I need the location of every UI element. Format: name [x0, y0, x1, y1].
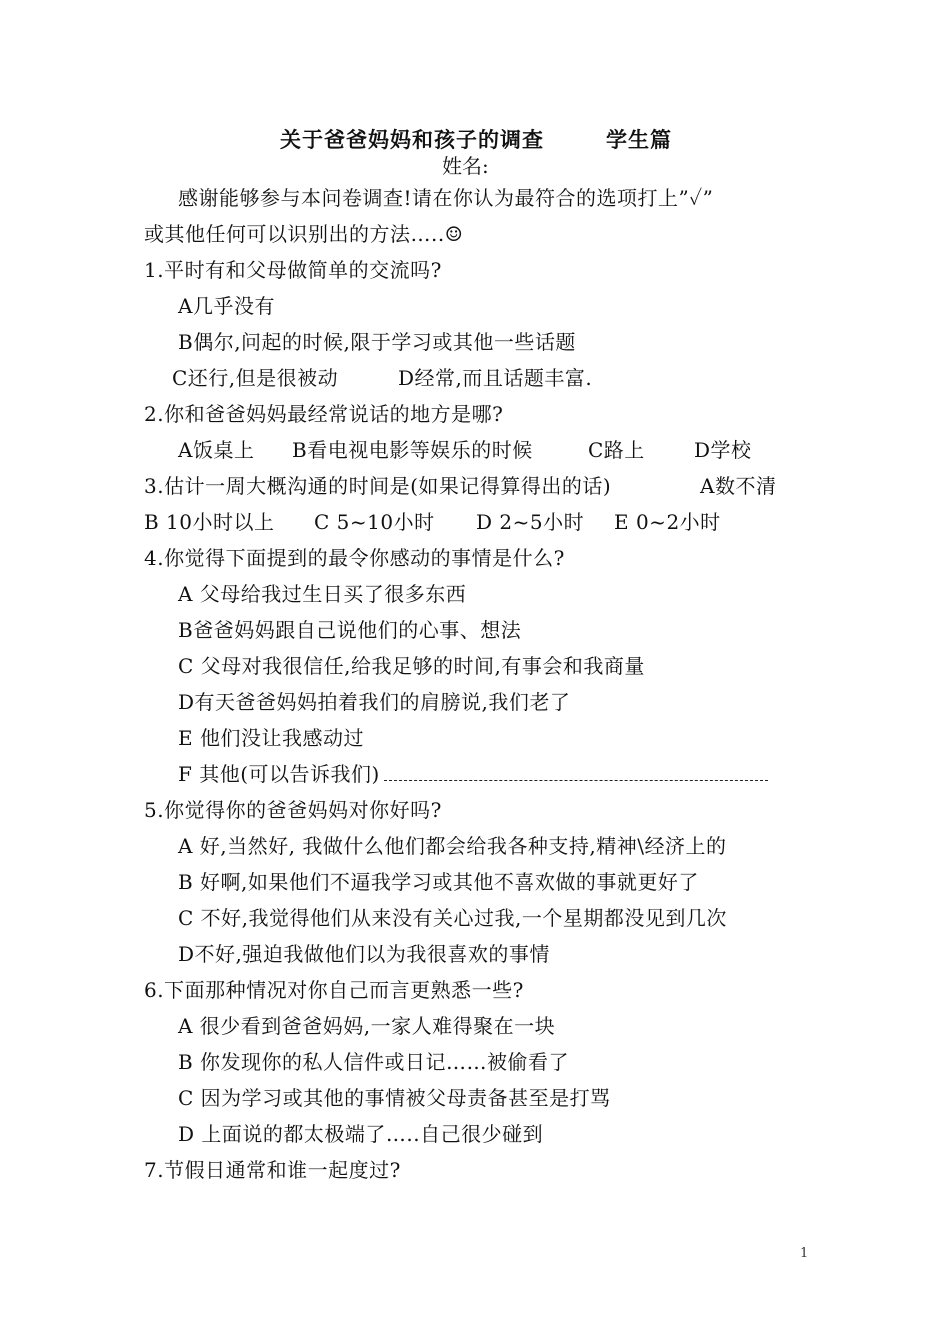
page-number: 1: [800, 1246, 809, 1261]
question-3: 3.估计一周大概沟通的时间是(如果记得算得出的话): [144, 474, 612, 498]
q5-option-a: A 好,当然好, 我做什么他们都会给我各种支持,精神\经济上的: [178, 834, 727, 858]
q3-option-d: D 2~5小时: [476, 510, 585, 534]
q1-option-b: B偶尔,问起的时候,限于学习或其他一些话题: [178, 330, 576, 354]
q6-option-b: B 你发现你的私人信件或日记……被偷看了: [178, 1050, 570, 1074]
q4-option-f-row: [178, 762, 768, 786]
q1-option-d: D经常,而且话题丰富.: [398, 366, 593, 390]
q1-option-a: A几乎没有: [178, 294, 275, 318]
q2-option-a: A饭桌上: [178, 438, 255, 462]
q1-option-c: C还行,但是很被动: [172, 366, 339, 390]
q6-option-a: A 很少看到爸爸妈妈,一家人难得聚在一块: [178, 1014, 556, 1038]
question-1: 1.平时有和父母做简单的交流吗?: [144, 258, 442, 282]
q4-option-d: D有天爸爸妈妈拍着我们的肩膀说,我们老了: [178, 690, 571, 714]
question-5: 5.你觉得你的爸爸妈妈对你好吗?: [144, 798, 442, 822]
q4-option-a: A 父母给我过生日买了很多东西: [178, 582, 467, 606]
q3-option-a: A数不清: [700, 474, 777, 498]
q5-option-c: C 不好,我觉得他们从来没有关心过我,一个星期都没见到几次: [178, 906, 727, 930]
q5-option-d: D不好,强迫我做他们以为我很喜欢的事情: [178, 942, 550, 966]
intro-line-1: 感谢能够参与本问卷调查!请在你认为最符合的选项打上”✓”: [178, 186, 714, 210]
q6-option-d: D 上面说的都太极端了…..自己很少碰到: [178, 1122, 544, 1146]
q4-option-b: B爸爸妈妈跟自己说他们的心事、想法: [178, 618, 522, 642]
q3-option-b: B 10小时以上: [144, 510, 275, 534]
question-2: 2.你和爸爸妈妈最经常说话的地方是哪?: [144, 402, 504, 426]
page-subtitle: 学生篇: [606, 127, 672, 152]
q2-option-d: D学校: [694, 438, 752, 462]
question-4: 4.你觉得下面提到的最令你感动的事情是什么?: [144, 546, 565, 570]
q3-option-c: C 5~10小时: [314, 510, 435, 534]
question-6: 6.下面那种情况对你自己而言更熟悉一些?: [144, 978, 524, 1002]
fill-in-blank[interactable]: [384, 770, 768, 781]
q5-option-b: B 好啊,如果他们不逼我学习或其他不喜欢做的事就更好了: [178, 870, 699, 894]
q2-option-b: B看电视电影等娱乐的时候: [292, 438, 533, 462]
q2-option-c: C路上: [588, 438, 645, 462]
q4-option-c: C 父母对我很信任,给我足够的时间,有事会和我商量: [178, 654, 645, 678]
q3-option-e: E 0~2小时: [614, 510, 721, 534]
q4-option-e: E 他们没让我感动过: [178, 726, 364, 750]
intro-line-2: 或其他任何可以识别出的方法…..☺: [144, 222, 464, 246]
page-title: 关于爸爸妈妈和孩子的调查: [280, 127, 544, 152]
name-label: 姓名:: [442, 154, 489, 178]
question-7: 7.节假日通常和谁一起度过?: [144, 1158, 401, 1182]
q4-option-f: F 其他(可以告诉我们): [178, 762, 380, 786]
q6-option-c: C 因为学习或其他的事情被父母责备甚至是打骂: [178, 1086, 611, 1110]
